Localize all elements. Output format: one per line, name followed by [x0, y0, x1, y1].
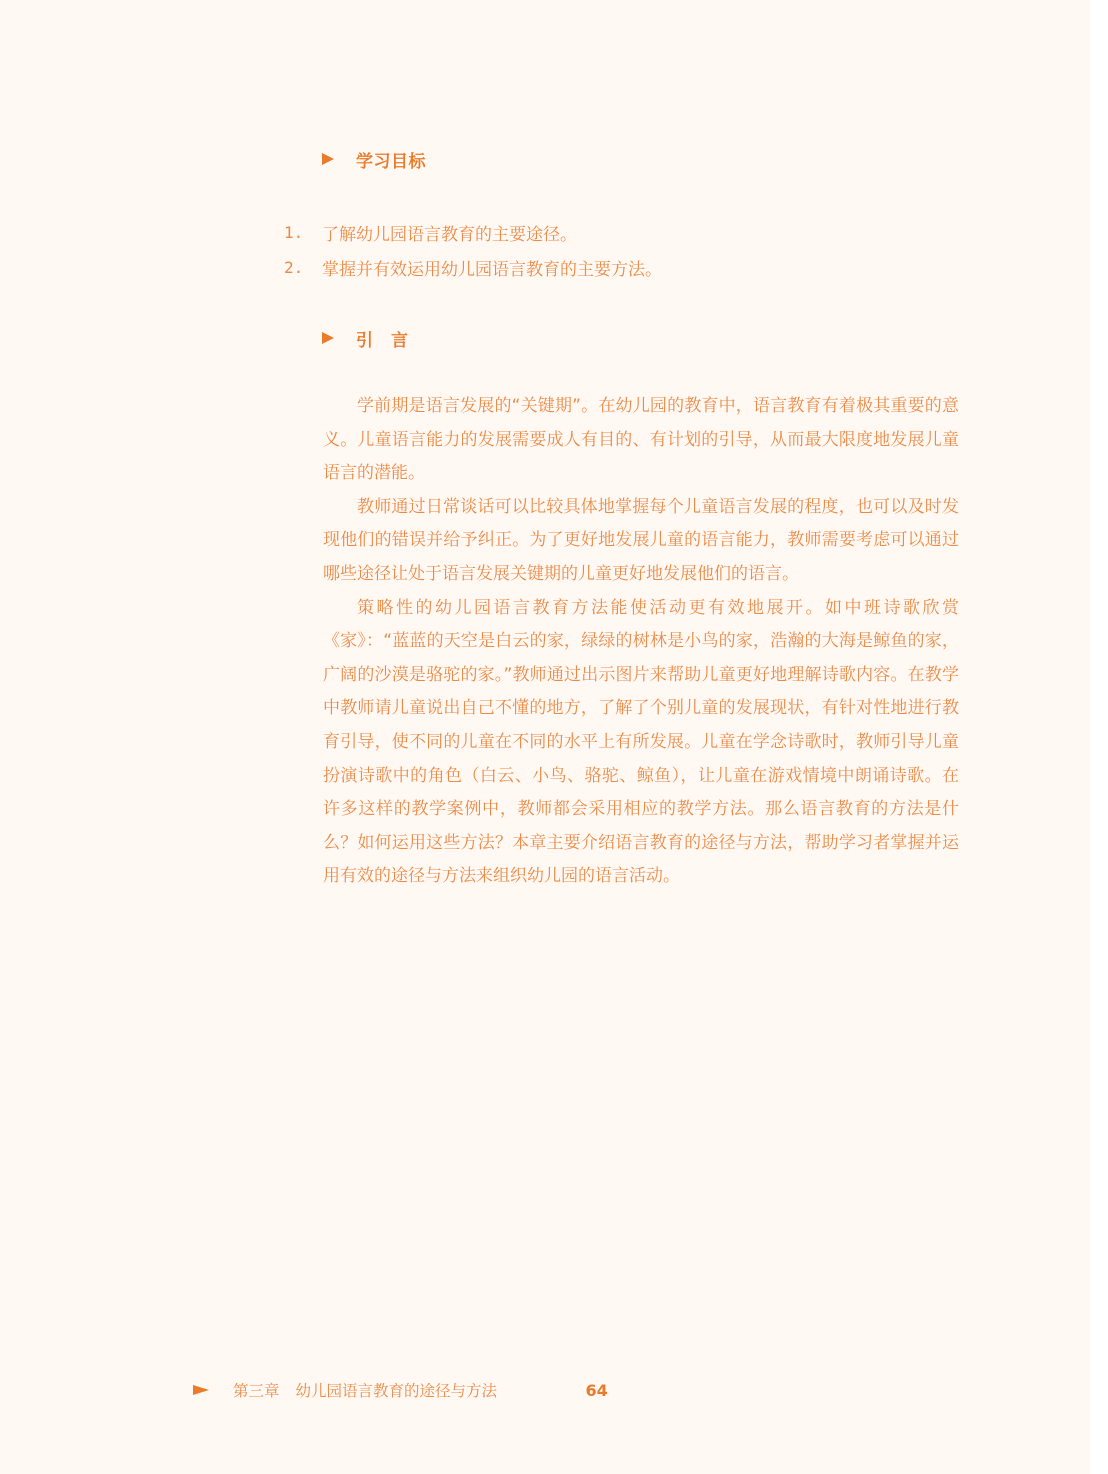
- intro-paragraph: 学前期是语言发展的“关键期”。在幼儿园的教育中，语言教育有着极其重要的意义。儿童语言能力的发展需要成人有目的、有计划的引导，从而最大限度地发展儿童语言的潜能。: [323, 396, 959, 484]
- objectives-heading-label: 学习目标: [356, 151, 426, 172]
- intro-body: [323, 390, 959, 894]
- footer-chapter: 第三章: [233, 1382, 280, 1400]
- intro-paragraph: 教师通过日常谈话可以比较具体地掌握每个儿童语言发展的程度，也可以及时发现他们的错误并给予纠正。为了更好地发展儿童的语言能力，教师需要考虑可以通过哪些途径让处于语言发展关键期的儿童更好地发展他们的语言。: [323, 496, 959, 584]
- page-number: 64: [585, 1380, 608, 1400]
- intro-heading: [322, 326, 409, 350]
- objectives-list: [284, 215, 662, 285]
- footer-chapter-title: 幼儿园语言教育的途径与方法: [295, 1382, 498, 1400]
- page-footer: [193, 1378, 608, 1402]
- triangle-bullet-icon: [322, 153, 334, 165]
- list-item-text: 了解幼儿园语言教育的主要途径。: [322, 225, 577, 245]
- objectives-heading: [322, 147, 426, 171]
- list-item-number: 2.: [284, 258, 304, 277]
- triangle-bullet-icon: [322, 332, 334, 344]
- arrow-marker-icon: [193, 1385, 209, 1395]
- list-item-text: 掌握并有效运用幼儿园语言教育的主要方法。: [322, 260, 662, 280]
- list-item-number: 1.: [284, 223, 304, 242]
- intro-paragraph: 策略性的幼儿园语言教育方法能使活动更有效地展开。如中班诗歌欣赏《家》：“蓝蓝的天空是白云的家，绿绿的树林是小鸟的家，浩瀚的大海是鲸鱼的家，广阔的沙漠是骆驼的家。”教师通过出示图片来帮助儿童更好地理解诗歌内容。在教学中教师请儿童说出自己不懂的地方，了解了个别儿童的发展现状，有针对性地进行教育引导，使不同的儿童在不同的水平上有所发展。儿童在学念诗歌时，教师引导儿童扮演诗歌中的角色（白云、小鸟、骆驼、鲸鱼），让儿童在游戏情境中朗诵诗歌。在许多这样的教学案例中，教师都会采用相应的教学方法。那么语言教育的方法是什么？如何运用这些方法？本章主要介绍语言教育的途径与方法，帮助学习者掌握并运用有效的途径与方法来组织幼儿园的语言活动。: [323, 597, 959, 887]
- list-item: [284, 250, 662, 285]
- intro-heading-label: 引 言: [356, 330, 409, 351]
- list-item: [284, 215, 662, 250]
